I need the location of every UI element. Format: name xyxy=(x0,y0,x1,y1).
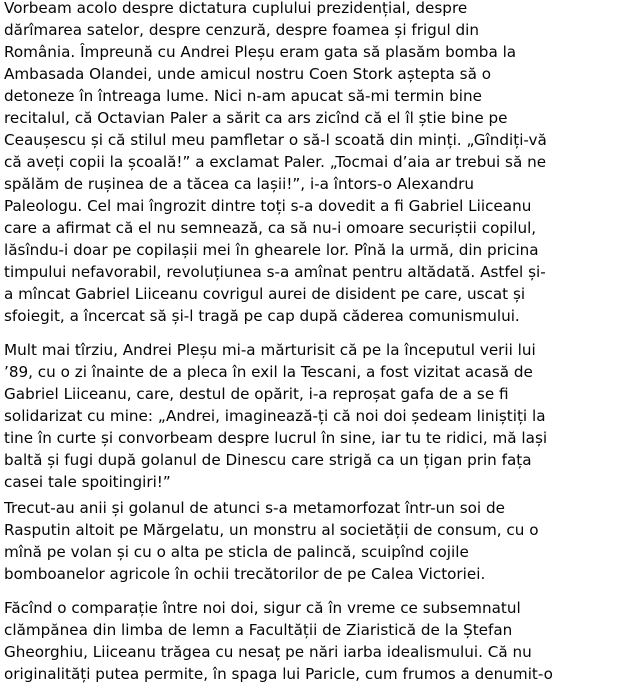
text-line: România. Împreună cu Andrei Pleșu eram gata să plasăm bomba la xyxy=(4,43,517,61)
text-line: că aveți copii la școală!” a exclamat Paler. „Tocmai d’aia ar trebui să ne xyxy=(4,153,547,171)
text-line: lăsîndu-i doar pe copilașii mei în ghearele lor. Pînă la urmă, din pricina xyxy=(4,241,539,259)
text-line: sfoiegit, a încercat să și-l tragă pe cap după căderea comunismului. xyxy=(4,307,520,325)
text-line: baltă și fugi după golanul de Dinescu care strigă ca un țigan prin fața xyxy=(4,451,532,469)
text-line: originalități putea permite, în spaga lui Paricle, cum frumos a denumit-o xyxy=(4,665,553,683)
text-line: recitalul, că Octavian Paler a sărit ca ars zicînd că el îl știe bine pe xyxy=(4,109,508,127)
text-line: clămpănea din limba de lemn a Facultății de Ziaristică de la Ștefan xyxy=(4,621,513,639)
text-line: Ambasada Olandei, unde amicul nostru Coen Stork aștepta să o xyxy=(4,65,492,83)
text-line: tine în curte și convorbeam despre lucrul în sine, iar tu te ridici, mă lași xyxy=(4,429,548,447)
text-line: Gheorghiu, Liiceanu trăgea cu nesaț pe nări iarba idealismului. Că nu xyxy=(4,643,532,661)
paragraph-gap xyxy=(4,585,618,597)
paragraph-3 xyxy=(4,497,618,585)
text-line: Mult mai tîrziu, Andrei Pleșu mi-a mărturisit că pe la începutul verii lui xyxy=(4,341,536,359)
text-line: casei tale spoitingiri!” xyxy=(4,473,171,491)
text-line: bomboanelor agricole în ochii trecătorilor de pe Calea Victoriei. xyxy=(4,565,486,583)
text-line: mînă pe volan și cu o alta pe sticla de palincă, scuipînd cojile xyxy=(4,543,469,561)
text-line: a mîncat Gabriel Liiceanu covrigul aurei de disident pe care, uscat și xyxy=(4,285,526,303)
text-line: dărîmarea satelor, despre cenzură, despre foamea și frigul din xyxy=(4,21,479,39)
text-line: timpului nefavorabil, revoluțiunea s-a amînat pentru altădată. Astfel și- xyxy=(4,263,546,281)
text-line: Paleologu. Cel mai îngrozit dintre toți s-a dovedit a fi Gabriel Liiceanu xyxy=(4,197,532,215)
paragraph-gap xyxy=(4,327,618,339)
post-body xyxy=(4,0,618,685)
text-line: Făcînd o comparație între noi doi, sigur că în vreme ce subsemnatul xyxy=(4,599,521,617)
text-line: ’89, cu o zi înainte de a pleca în exil la Tescani, a fost vizitat acasă de xyxy=(4,363,533,381)
paragraph-2 xyxy=(4,339,618,493)
text-line: Gabriel Liiceanu, care, destul de opărit, i-a reproșat gafa de a se fi xyxy=(4,385,509,403)
text-line: Rasputin altoit pe Mărgelatu, un monstru al societății de consum, cu o xyxy=(4,521,539,539)
text-line: Vorbeam acolo despre dictatura cuplului prezidențial, despre xyxy=(4,0,468,17)
text-line: Trecut-au anii și golanul de atunci s-a metamorfozat într-un soi de xyxy=(4,499,505,517)
paragraph-4 xyxy=(4,597,618,685)
text-line: Ceaușescu și că stilul meu pamfletar o să-l scoată din minți. „Gîndiți-vă xyxy=(4,131,547,149)
text-line: care a afirmat că el nu semnează, ca să nu-i omoare securiștii copilul, xyxy=(4,219,537,237)
text-line: spălăm de rușinea de a tăcea ca lașii!”, i-a întors-o Alexandru xyxy=(4,175,475,193)
text-line: solidarizat cu mine: „Andrei, imaginează-ți că noi doi ședeam liniștiți la xyxy=(4,407,546,425)
text-line: detoneze în întreaga lume. Nici n-am apucat să-mi termin bine xyxy=(4,87,482,105)
paragraph-1 xyxy=(4,0,618,327)
